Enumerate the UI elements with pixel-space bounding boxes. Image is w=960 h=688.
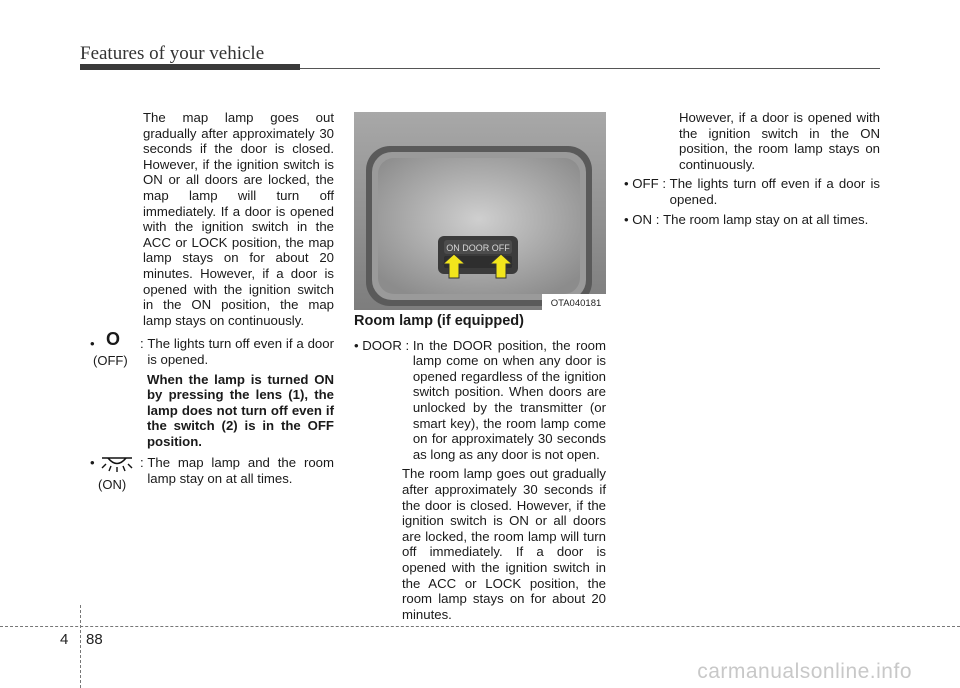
room-off-item [624, 176, 880, 207]
figure-code: OTA040181 [550, 298, 602, 309]
page-number: 88 [86, 631, 103, 648]
map-lamp-off-note: When the lamp is turned ON by pressing the lens (1), the lamp does not turn off even if the switch (2) is in the OFF position. [147, 371, 334, 449]
lamp-on-icon [100, 455, 134, 473]
room-door-item [354, 338, 606, 463]
map-lamp-on-item: • (ON) : The map lamp and the room lamp stay on at all times. [90, 455, 334, 495]
column-3 [624, 110, 880, 230]
on-symbol: • (ON) [90, 455, 140, 495]
room-door-paragraph-2: The room lamp goes out gradually after approximately 30 seconds if the door is closed. However, if the ignition switch is ON or all doors are locked, the room lamp will turn off immediately. If a door is opened with the ignition switch in the ACC or LOCK position, the room lamp stays on for about 20 minutes. [402, 466, 606, 622]
map-lamp-paragraph: The map lamp goes out gradually after approximately 30 seconds if the door is closed. However, if the ignition switch is ON or all doors are locked, the map lamp will turn off immediately. If a door is opened with the ignition switch in the ACC or LOCK position, the map lamp stays on for about 20 minutes. However, if a door is opened with the ignition switch in the ON position, the map lamp stays on continuously. [143, 110, 334, 328]
column-1 [90, 110, 334, 498]
switch-label: ON DOOR OFF [446, 243, 510, 253]
section-title: Features of your vehicle [80, 43, 265, 64]
on-label: (ON) [98, 477, 127, 493]
room-door-paragraph-3: However, if a door is opened with the ignition switch in the ON position, the room lamp stays on continuously. [679, 110, 880, 172]
room-lamp-photo [354, 112, 606, 310]
header-rule [300, 68, 880, 69]
footer-rule [0, 626, 960, 627]
map-lamp-off-item: • O (OFF) : The lights turn off even if a door is opened. When the lamp is turned ON by pressing the lens (1), the lamp does not turn off even if the switch (2) is in the OFF position. [90, 329, 334, 449]
on-label-room: • ON : [624, 211, 664, 227]
column-2 [354, 314, 606, 626]
watermark: carmanualsonline.info [697, 660, 912, 683]
room-on-text: The room lamp stay on at all times. [663, 211, 869, 227]
off-icon: O [106, 329, 121, 350]
off-label-room: • OFF : [624, 176, 670, 192]
map-lamp-on-text: The map lamp and the room lamp stay on at all times. [147, 455, 334, 487]
map-lamp-off-text: The lights turn off even if a door is opened. [147, 336, 334, 367]
room-on-item [624, 212, 880, 228]
off-label: (OFF) [93, 353, 128, 369]
off-symbol: • O (OFF) [90, 329, 128, 369]
chapter-number: 4 [60, 631, 69, 648]
room-off-text: The lights turn off even if a door is opened. [669, 176, 880, 207]
footer-vertical-rule [80, 605, 81, 688]
room-door-text: In the DOOR position, the room lamp come on when any door is opened regardless of the ignition switch position. When doors are unlocked by the transmitter (or smart key), the room lamp come on for approximately 30 seconds as long as any door is not open. [412, 337, 606, 462]
room-lamp-heading: Room lamp (if equipped) [354, 313, 524, 329]
door-label: • DOOR : [354, 337, 413, 353]
header-bar [80, 64, 300, 70]
